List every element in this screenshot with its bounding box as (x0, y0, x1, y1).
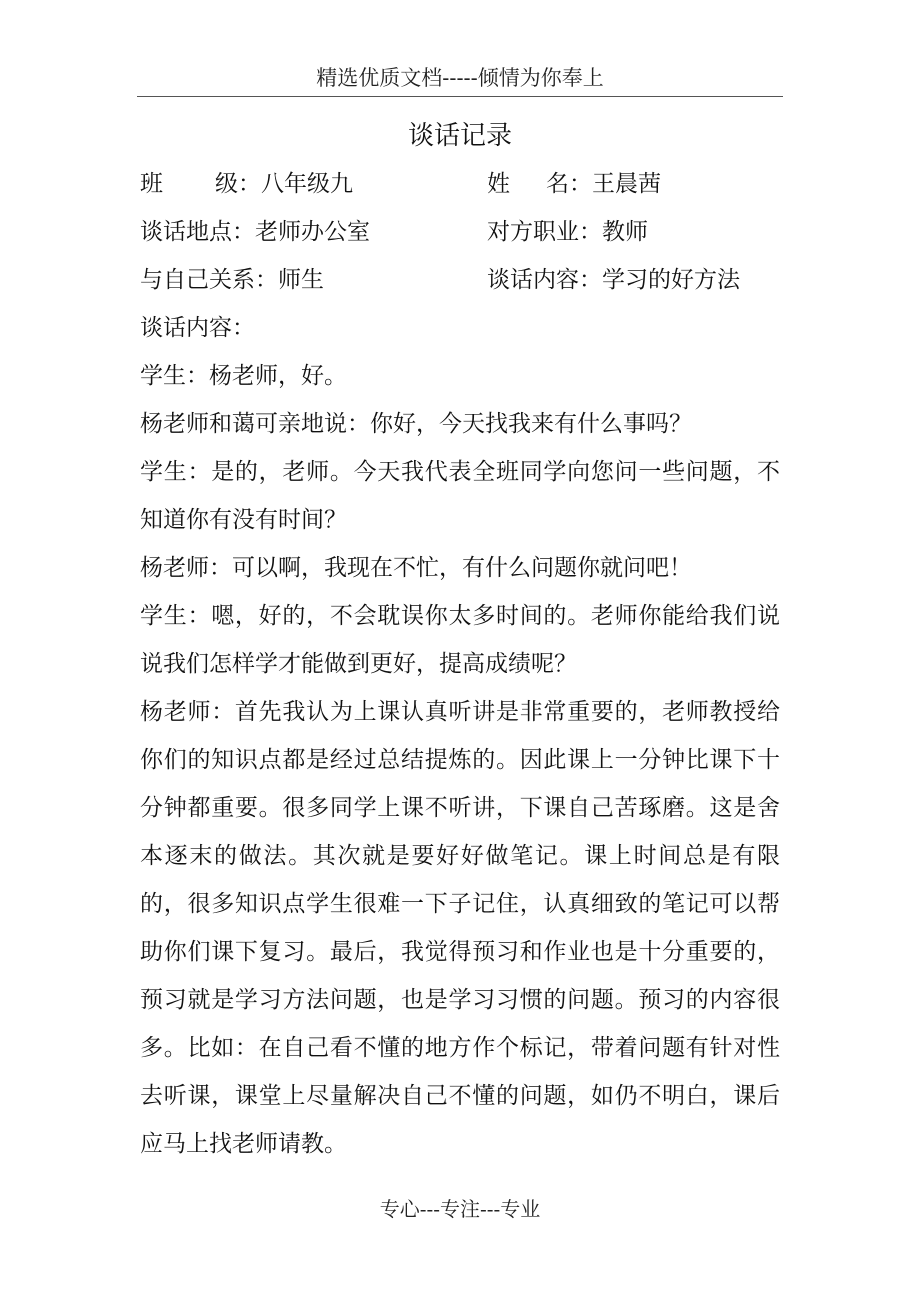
topic-field (487, 256, 740, 304)
class-field (140, 160, 353, 208)
place-value: 老师办公室 (255, 219, 370, 245)
dialogue-line: 学生：杨老师，好。 (140, 363, 347, 389)
info-row-place-occupation (140, 208, 780, 256)
class-label-a: 班 (140, 171, 163, 197)
class-label-b: 级： (215, 171, 261, 197)
header-divider (137, 96, 783, 97)
dialogue-line: 杨老师：可以啊，我现在不忙，有什么问题你就问吧！ (140, 555, 692, 581)
name-value: 王晨茜 (592, 171, 661, 197)
dialogue-line: 杨老师和蔼可亲地说：你好，今天找我来有什么事吗？ (140, 411, 692, 437)
dialogue-body (140, 304, 780, 1168)
class-value: 八年级九 (261, 171, 353, 197)
info-row-relation-topic (140, 256, 780, 304)
dialogue-line: 学生：是的，老师。今天我代表全班同学向您问一些问题，不知道你有没有时间？ (140, 459, 780, 533)
relation-label: 与自己关系： (140, 267, 278, 293)
topic-label: 谈话内容： (487, 267, 602, 293)
document-title: 谈话记录 (407, 121, 512, 151)
name-label-b: 名： (546, 171, 592, 197)
page-header: 精选优质文档-----倾情为你奉上 (316, 66, 604, 90)
dialogue-line: 学生：嗯，好的，不会耽误你太多时间的。老师你能给我们说说我们怎样学才能做到更好，提高成绩呢？ (140, 603, 780, 677)
relation-value: 师生 (278, 267, 324, 293)
place-label: 谈话地点： (140, 219, 255, 245)
name-label-a: 姓 (487, 171, 510, 197)
name-field (487, 160, 661, 208)
place-field (140, 208, 370, 256)
content-heading: 谈话内容： (140, 315, 255, 341)
dialogue-line: 杨老师：首先我认为上课认真听讲是非常重要的，老师教授给你们的知识点都是经过总结提炼的。因此课上一分钟比课下十分钟都重要。很多同学上课不听讲，下课自己苦琢磨。这是舍本逐末的做法。其次就是要好好做笔记。课上时间总是有限的，很多知识点学生很难一下子记住，认真细致的笔记可以帮助你们课下复习。最后，我觉得预习和作业也是十分重要的，预习就是学习方法问题，也是学习习惯的问题。预习的内容很多。比如：在自己看不懂的地方作个标记，带着问题有针对性去听课，课堂上尽量解决自己不懂的问题，如仍不明白，课后应马上找老师请教。 (140, 699, 780, 1157)
occupation-label: 对方职业： (487, 219, 602, 245)
relation-field (140, 256, 324, 304)
page-footer: 专心---专注---专业 (379, 1197, 541, 1221)
occupation-field (487, 208, 648, 256)
info-row-class-name (140, 160, 780, 208)
occupation-value: 教师 (602, 219, 648, 245)
topic-value: 学习的好方法 (602, 267, 740, 293)
